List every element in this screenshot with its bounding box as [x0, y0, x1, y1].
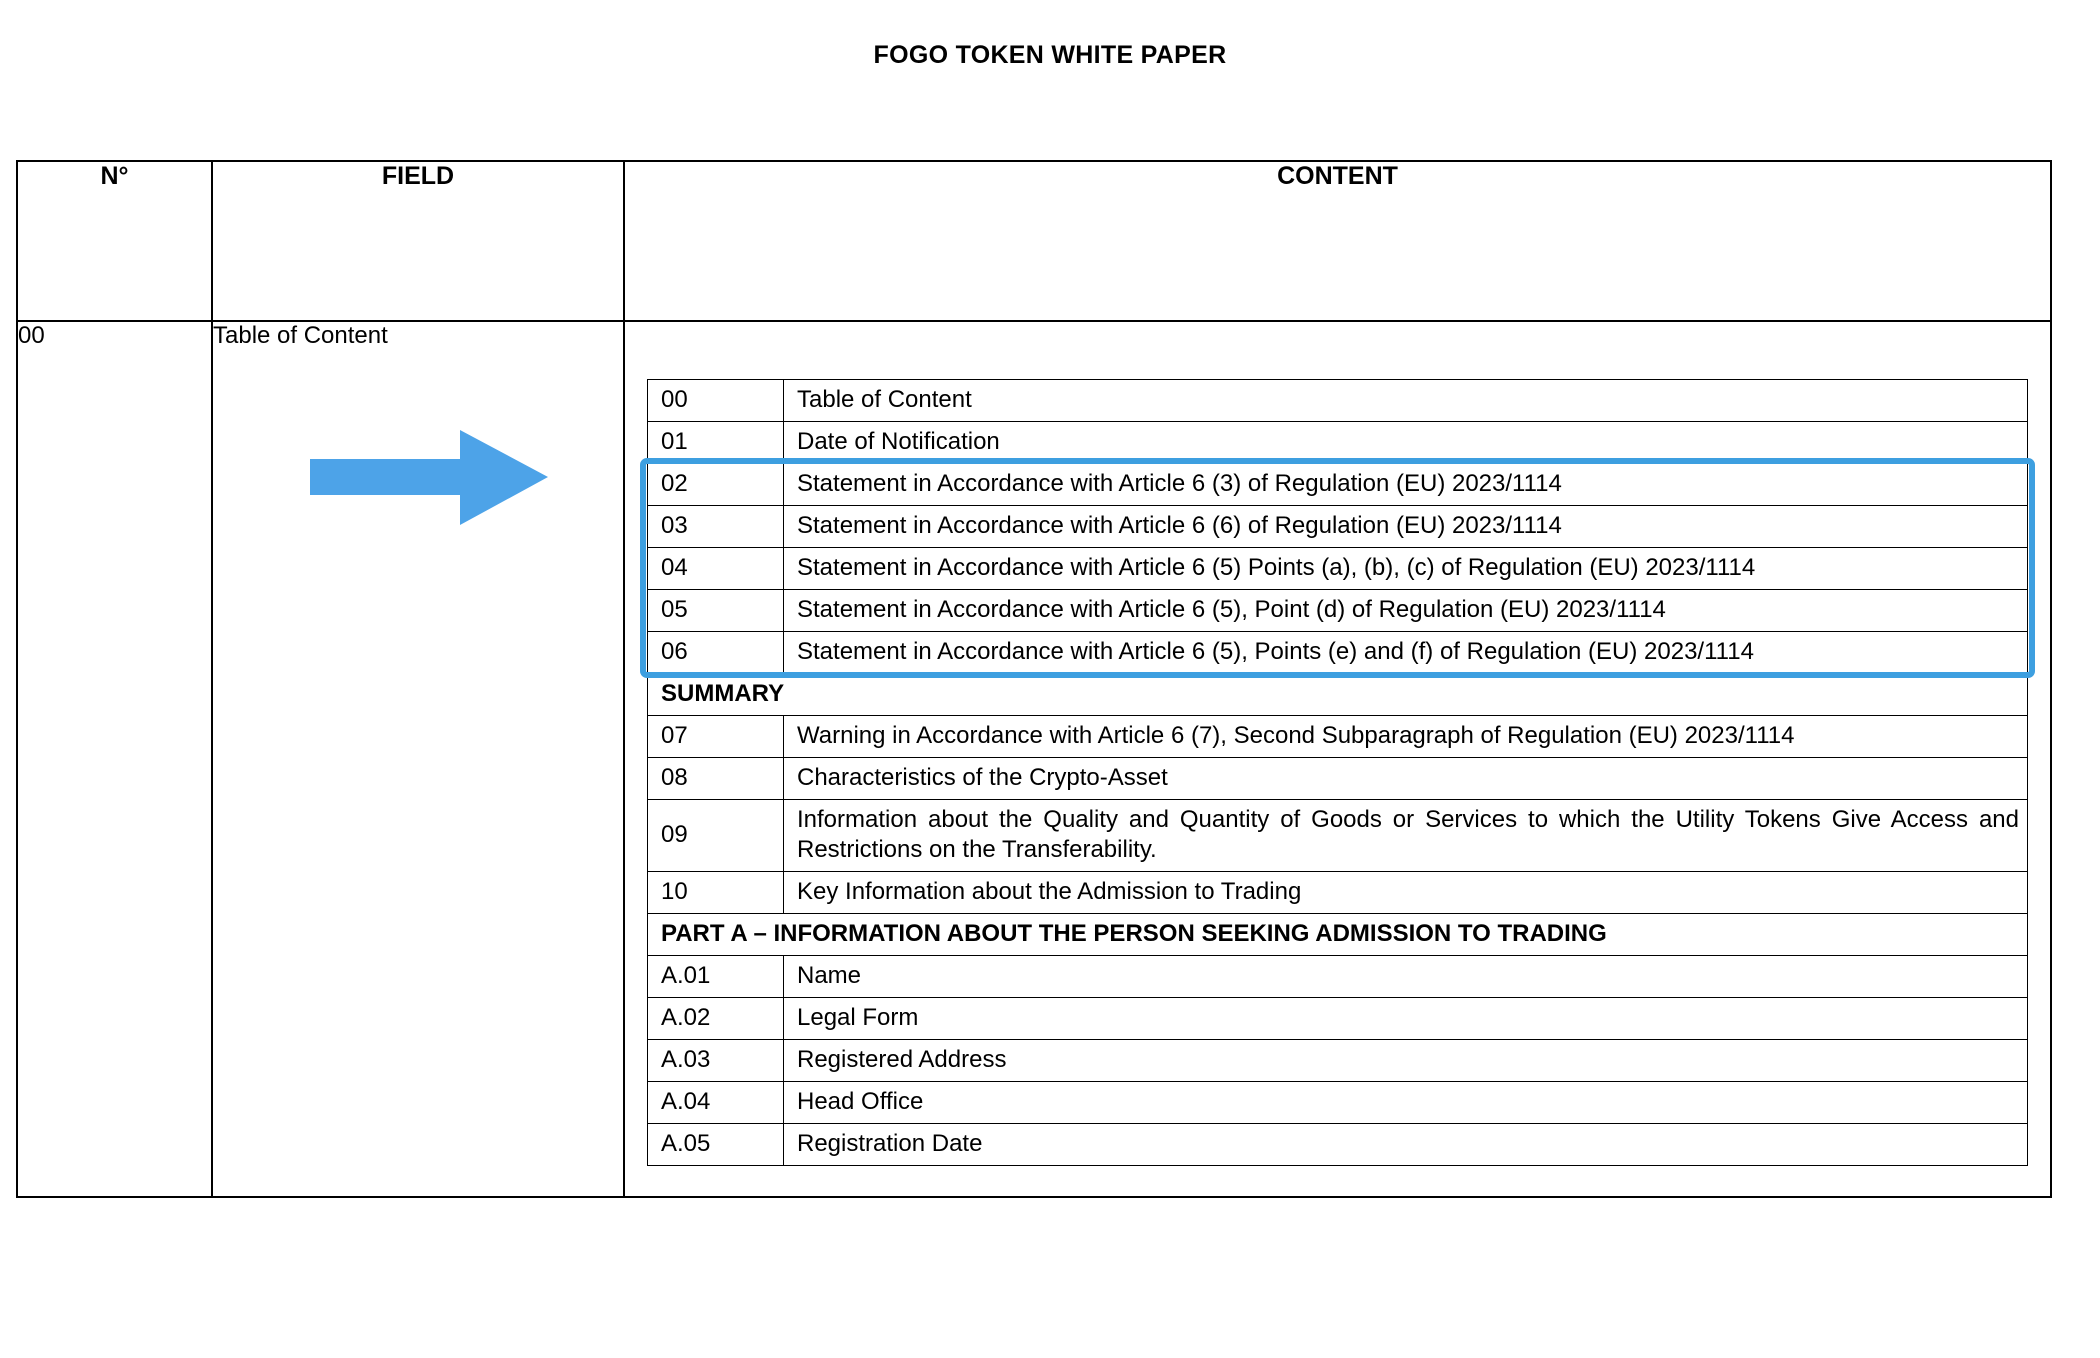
- toc-section-label: PART A – INFORMATION ABOUT THE PERSON SEEKING ADMISSION TO TRADING: [648, 914, 2028, 956]
- toc-item-number: 00: [648, 380, 784, 422]
- header-number: N°: [17, 161, 212, 321]
- toc-row: [648, 956, 2028, 998]
- toc-row: [648, 872, 2028, 914]
- toc-item-number: 06: [648, 632, 784, 674]
- toc-row: [648, 380, 2028, 422]
- toc-item-label: Date of Notification: [784, 422, 2028, 464]
- toc-row: [648, 1082, 2028, 1124]
- table-header-row: [17, 161, 2051, 321]
- table-of-contents: [647, 379, 2028, 1166]
- toc-item-number: 07: [648, 716, 784, 758]
- toc-row: [648, 632, 2028, 674]
- toc-row: [648, 716, 2028, 758]
- toc-row: [648, 464, 2028, 506]
- toc-item-number: A.04: [648, 1082, 784, 1124]
- toc-row: [648, 1124, 2028, 1166]
- toc-item-label: Head Office: [784, 1082, 2028, 1124]
- row-content: [624, 321, 2051, 1197]
- toc-row: [648, 758, 2028, 800]
- toc-row: [648, 422, 2028, 464]
- toc-item-number: 01: [648, 422, 784, 464]
- toc-item-label: Name: [784, 956, 2028, 998]
- toc-item-number: A.01: [648, 956, 784, 998]
- toc-item-label: Statement in Accordance with Article 6 (3) of Regulation (EU) 2023/1114: [784, 464, 2028, 506]
- toc-item-number: 08: [648, 758, 784, 800]
- toc-item-number: 03: [648, 506, 784, 548]
- pointer-arrow: [310, 425, 550, 530]
- toc-row: [648, 800, 2028, 872]
- toc-item-number: 05: [648, 590, 784, 632]
- row-number: 00: [17, 321, 212, 1197]
- toc-item-label: Statement in Accordance with Article 6 (5), Point (d) of Regulation (EU) 2023/1114: [784, 590, 2028, 632]
- toc-item-number: 02: [648, 464, 784, 506]
- toc-section-row: [648, 914, 2028, 956]
- toc-row: [648, 548, 2028, 590]
- toc-item-number: A.05: [648, 1124, 784, 1166]
- toc-row: [648, 590, 2028, 632]
- toc-item-label: Statement in Accordance with Article 6 (5), Points (e) and (f) of Regulation (EU) 2023/1114: [784, 632, 2028, 674]
- toc-item-label: Statement in Accordance with Article 6 (5) Points (a), (b), (c) of Regulation (EU) 2023/1114: [784, 548, 2028, 590]
- toc-item-number: 09: [648, 800, 784, 872]
- page-title: FOGO TOKEN WHITE PAPER: [873, 41, 1227, 69]
- toc-item-label: Characteristics of the Crypto-Asset: [784, 758, 2028, 800]
- toc-item-number: 04: [648, 548, 784, 590]
- header-content: CONTENT: [624, 161, 2051, 321]
- toc-row: [648, 1040, 2028, 1082]
- header-field: FIELD: [212, 161, 624, 321]
- toc-item-label: Key Information about the Admission to Trading: [784, 872, 2028, 914]
- toc-item-label: Table of Content: [784, 380, 2028, 422]
- row-field-label: Table of Content: [213, 322, 388, 349]
- whitepaper-table: [16, 160, 2052, 1198]
- toc-item-number: 10: [648, 872, 784, 914]
- toc-row: [648, 506, 2028, 548]
- toc-item-label: Warning in Accordance with Article 6 (7), Second Subparagraph of Regulation (EU) 2023/1114: [784, 716, 2028, 758]
- toc-item-number: A.03: [648, 1040, 784, 1082]
- toc-item-label: Statement in Accordance with Article 6 (6) of Regulation (EU) 2023/1114: [784, 506, 2028, 548]
- toc-item-label: Registration Date: [784, 1124, 2028, 1166]
- toc-item-number: A.02: [648, 998, 784, 1040]
- toc-item-label: Information about the Quality and Quantity of Goods or Services to which the Utility Tokens Give Access and Restrictions on the Transferability.: [784, 800, 2028, 872]
- toc-section-label: SUMMARY: [648, 674, 2028, 716]
- toc-item-label: Registered Address: [784, 1040, 2028, 1082]
- toc-row: [648, 998, 2028, 1040]
- toc-item-label: Legal Form: [784, 998, 2028, 1040]
- toc-section-row: [648, 674, 2028, 716]
